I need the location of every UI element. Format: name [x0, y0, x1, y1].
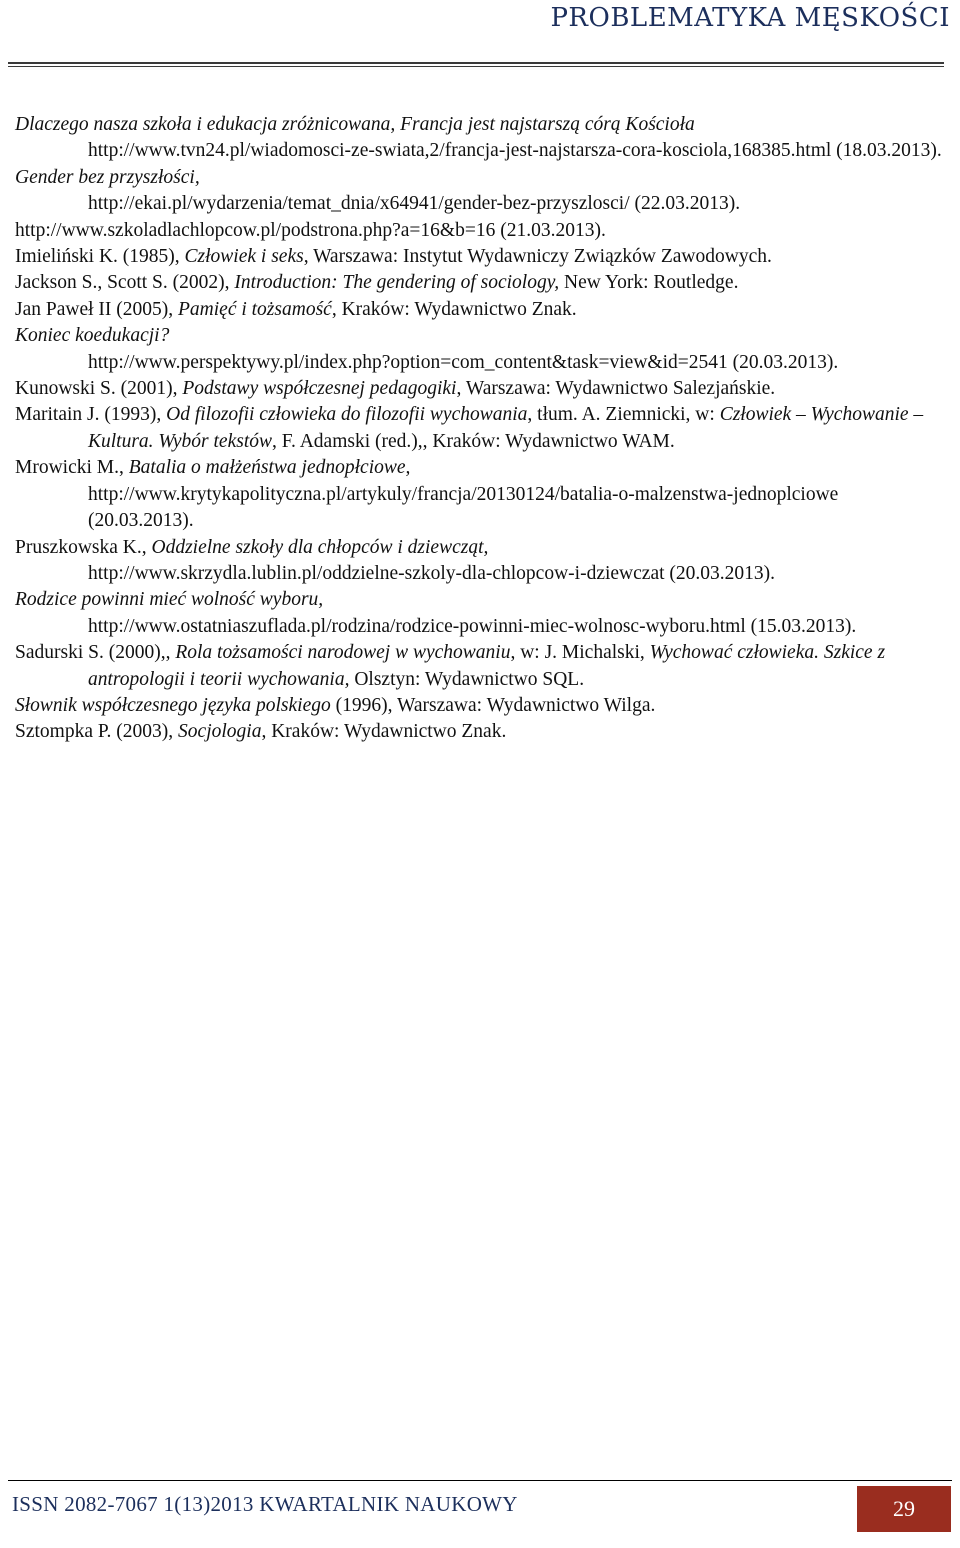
- entry-publisher: , Kraków: Wydawnictwo Znak.: [261, 721, 507, 743]
- entry-url[interactable]: http://www.ostatniaszuflada.pl/rodzina/rodzice-powinni-miec-wolnosc-wyboru.html (15.03.2013).: [88, 615, 857, 637]
- entry-title: Słownik współczesnego języka polskiego: [15, 694, 331, 716]
- entry-publisher: , Warszawa: Wydawnictwo Salezjańskie.: [456, 378, 776, 400]
- entry-title: Rola tożsamości narodowej w wychowaniu: [175, 642, 511, 664]
- entry-author: Sadurski S. (2000),,: [15, 642, 176, 664]
- entry-title: Batalia o małżeństwa jednopłciowe,: [128, 457, 411, 479]
- entry-author: Pruszkowska K.,: [15, 536, 152, 558]
- entry-url[interactable]: http://www.krytykapolityczna.pl/artykuly/francja/20130124/batalia-o-malzenstwa-jednoplciowe (20.03.2013).: [88, 483, 839, 532]
- header-rule: [8, 62, 944, 64]
- entry-detail: , w: J. Michalski,: [510, 642, 650, 664]
- bibliography-entry: [15, 402, 943, 455]
- page-number-box: [857, 1486, 951, 1532]
- page-number: 29: [893, 1496, 915, 1521]
- entry-title: Socjologia: [178, 721, 262, 743]
- bibliography-entry: [15, 112, 943, 165]
- entry-url[interactable]: http://www.szkoladlachlopcow.pl/podstrona.php?a=16&b=16 (21.03.2013).: [15, 219, 606, 241]
- entry-author: Imieliński K. (1985),: [15, 246, 185, 268]
- bibliography-entry: [15, 640, 943, 693]
- footer-rule: [8, 1480, 952, 1481]
- entry-url[interactable]: http://www.perspektywy.pl/index.php?option=com_content&task=view&id=2541 (20.03.2013).: [88, 351, 839, 373]
- entry-collection-title: Wychować człowieka. Szkice z antropologii i teorii wychowania,: [88, 642, 886, 690]
- bibliography-entry: [15, 297, 943, 323]
- entry-author: Kunowski S. (2001),: [15, 378, 183, 400]
- bibliography-list: [15, 112, 943, 746]
- bibliography-entry: [15, 455, 943, 534]
- entry-publisher: , F. Adamski (red.),, Kraków: Wydawnictwo WAM.: [272, 430, 675, 452]
- bibliography-entry: [15, 376, 943, 402]
- header-rule-thin: [8, 66, 944, 67]
- bibliography-entry: [15, 244, 943, 270]
- bibliography-entry: [15, 218, 943, 244]
- entry-title: Podstawy współczesnej pedagogiki: [182, 378, 457, 400]
- entry-title: Koniec koedukacji?: [15, 325, 170, 347]
- entry-author: Mrowicki M.,: [15, 457, 129, 479]
- entry-title: Człowiek i seks: [184, 246, 304, 268]
- entry-title: Gender bez przyszłości,: [15, 166, 200, 188]
- entry-publisher: (1996), Warszawa: Wydawnictwo Wilga.: [330, 694, 656, 716]
- running-header-title: PROBLEMATYKA MĘSKOŚCI: [550, 3, 950, 33]
- bibliography-entry: [15, 719, 943, 745]
- entry-publisher: New York: Routledge.: [559, 272, 739, 294]
- entry-url[interactable]: http://www.skrzydla.lublin.pl/oddzielne-szkoly-dla-chlopcow-i-dziewczat (20.03.2013).: [88, 562, 776, 584]
- bibliography-entry: [15, 270, 943, 296]
- entry-publisher: , Kraków: Wydawnictwo Znak.: [331, 298, 577, 320]
- entry-author: Jan Paweł II (2005),: [15, 298, 178, 320]
- entry-title: Rodzice powinni mieć wolność wyboru,: [15, 589, 324, 611]
- entry-detail: , tłum. A. Ziemnicki, w:: [527, 404, 720, 426]
- entry-author: Sztompka P. (2003),: [15, 721, 179, 743]
- entry-title: Dlaczego nasza szkoła i edukacja zróżnicowana, Francja jest najstarszą córą Kościoła: [15, 114, 695, 135]
- bibliography-entry: [15, 587, 943, 640]
- entry-title: Oddzielne szkoły dla chłopców i dziewcząt,: [151, 536, 489, 558]
- entry-url[interactable]: http://ekai.pl/wydarzenia/temat_dnia/x64941/gender-bez-przyszlosci/ (22.03.2013).: [88, 193, 741, 215]
- entry-title: Od filozofii człowieka do filozofii wychowania: [166, 404, 528, 426]
- entry-publisher: , Warszawa: Instytut Wydawniczy Związków Zawodowych.: [303, 246, 772, 268]
- bibliography-entry: [15, 165, 943, 218]
- entry-publisher: Olsztyn: Wydawnictwo SQL.: [349, 668, 585, 690]
- entry-author: Maritain J. (1993),: [15, 404, 167, 426]
- entry-url[interactable]: http://www.tvn24.pl/wiadomosci-ze-swiata,2/francja-jest-najstarsza-cora-kosciola,168385.html (18.03.2013).: [88, 140, 942, 162]
- footer-journal-info: ISSN 2082-7067 1(13)2013 KWARTALNIK NAUKOWY: [12, 1492, 518, 1516]
- bibliography-entry: [15, 323, 943, 376]
- entry-author: Jackson S., Scott S. (2002),: [15, 272, 235, 294]
- entry-title: Introduction: The gendering of sociology,: [234, 272, 560, 294]
- bibliography-entry: [15, 693, 943, 719]
- entry-title: Pamięć i tożsamość: [178, 298, 332, 320]
- entry-collection-title: Człowiek – Wychowanie – Kultura. Wybór tekstów: [88, 404, 924, 452]
- bibliography-entry: [15, 535, 943, 588]
